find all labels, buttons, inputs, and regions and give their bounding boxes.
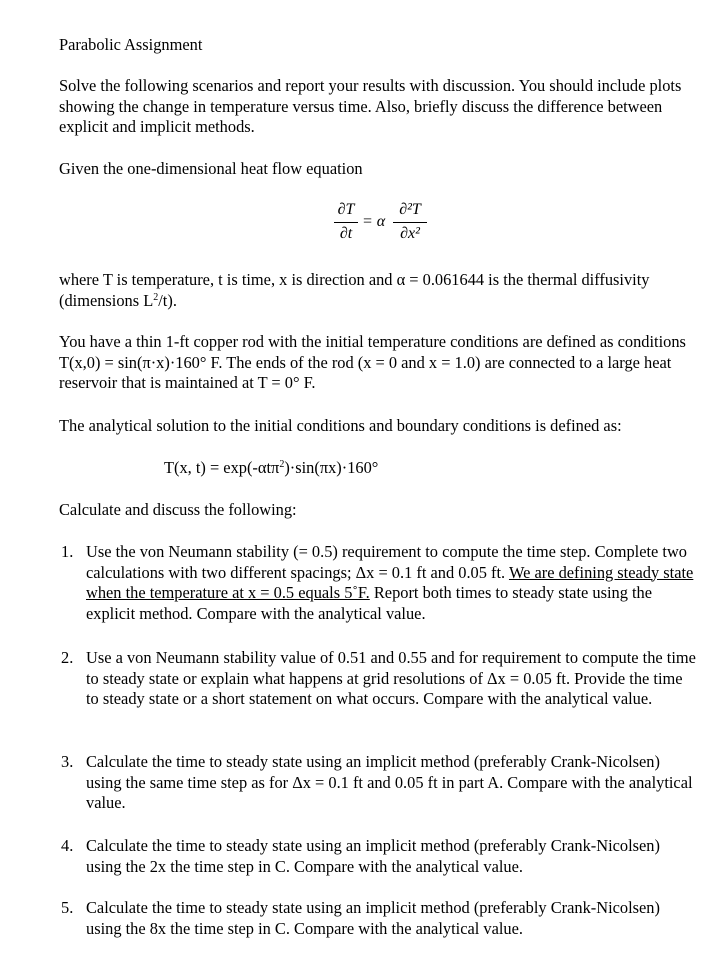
- list-item-number: 5.: [61, 898, 74, 917]
- list-item: Calculate the time to steady state using an implicit method (preferably Crank-Nicolsen) using the 2x the time step in C. Compare with the analytical value.: [86, 836, 660, 876]
- list-item: Calculate the time to steady state using an implicit method (preferably Crank-Nicolsen) using the same time step as for Δx = 0.1 ft and 0.05 ft in part A. Compare with the analytical value.: [86, 752, 693, 812]
- list-item-number: 3.: [61, 752, 74, 771]
- rhs-numerator: ∂²T: [399, 201, 421, 218]
- calc-intro: Calculate and discuss the following:: [59, 500, 297, 519]
- intro-paragraph: Solve the following scenarios and report your results with discussion. You should include plots showing the change in temperature versus time. Also, briefly discuss the difference between explicit and implicit methods.: [59, 76, 682, 136]
- page-title: Parabolic Assignment: [59, 35, 203, 54]
- rod-paragraph: You have a thin 1-ft copper rod with the initial temperature conditions are defined as conditions T(x,0) = sin(π·x)·160° F. The ends of the rod (x = 0 and x = 1.0) are connected to a large heat reservoir that is maintained at T = 0° F.: [59, 332, 686, 392]
- where-paragraph: where T is temperature, t is time, x is direction and α = 0.061644 is the thermal diffusivity (dimensions $L^2/t$).: [59, 270, 650, 310]
- list-item: Use the von Neumann stability (= 0.5) requirement to compute the time step. Complete two calculations with two different spacings; Δx = 0.1 ft and 0.05 ft. We are defining steady state when the temperature at x = 0.5 equals 5˚F. Report both times to steady state using the explicit method. Compare with the analytical value.: [86, 542, 694, 623]
- lhs-fraction-bar: [334, 222, 358, 223]
- list-item-number: 1.: [61, 542, 74, 561]
- equals-alpha: = α: [362, 213, 386, 230]
- given-line: Given the one-dimensional heat flow equation: [59, 159, 363, 178]
- lhs-numerator: ∂T: [337, 201, 355, 218]
- list-item: Calculate the time to steady state using an implicit method (preferably Crank-Nicolsen) using the 8x the time step in C. Compare with the analytical value.: [86, 898, 660, 938]
- lhs-denominator: ∂t: [339, 225, 353, 242]
- analytical-intro: The analytical solution to the initial conditions and boundary conditions is defined as:: [59, 416, 622, 435]
- list-item-number: 4.: [61, 836, 74, 855]
- analytical-solution: T(x, t) = exp(-αtπ$^2$)·sin(πx)·160°: [164, 458, 379, 477]
- steady-state-definition: We are defining steady state when the temperature at x = 0.5 equals 5˚F.: [86, 562, 694, 602]
- list-item: Use a von Neumann stability value of 0.51 and 0.55 and for requirement to compute the time to steady state or explain what happens at grid resolutions of Δx = 0.05 ft. Provide the time to steady state or a short statement on what occurs. Compare with the analytical value.: [86, 648, 696, 708]
- rhs-fraction-bar: [393, 222, 427, 223]
- rhs-denominator: ∂x²: [400, 225, 420, 242]
- list-item-number: 2.: [61, 648, 74, 667]
